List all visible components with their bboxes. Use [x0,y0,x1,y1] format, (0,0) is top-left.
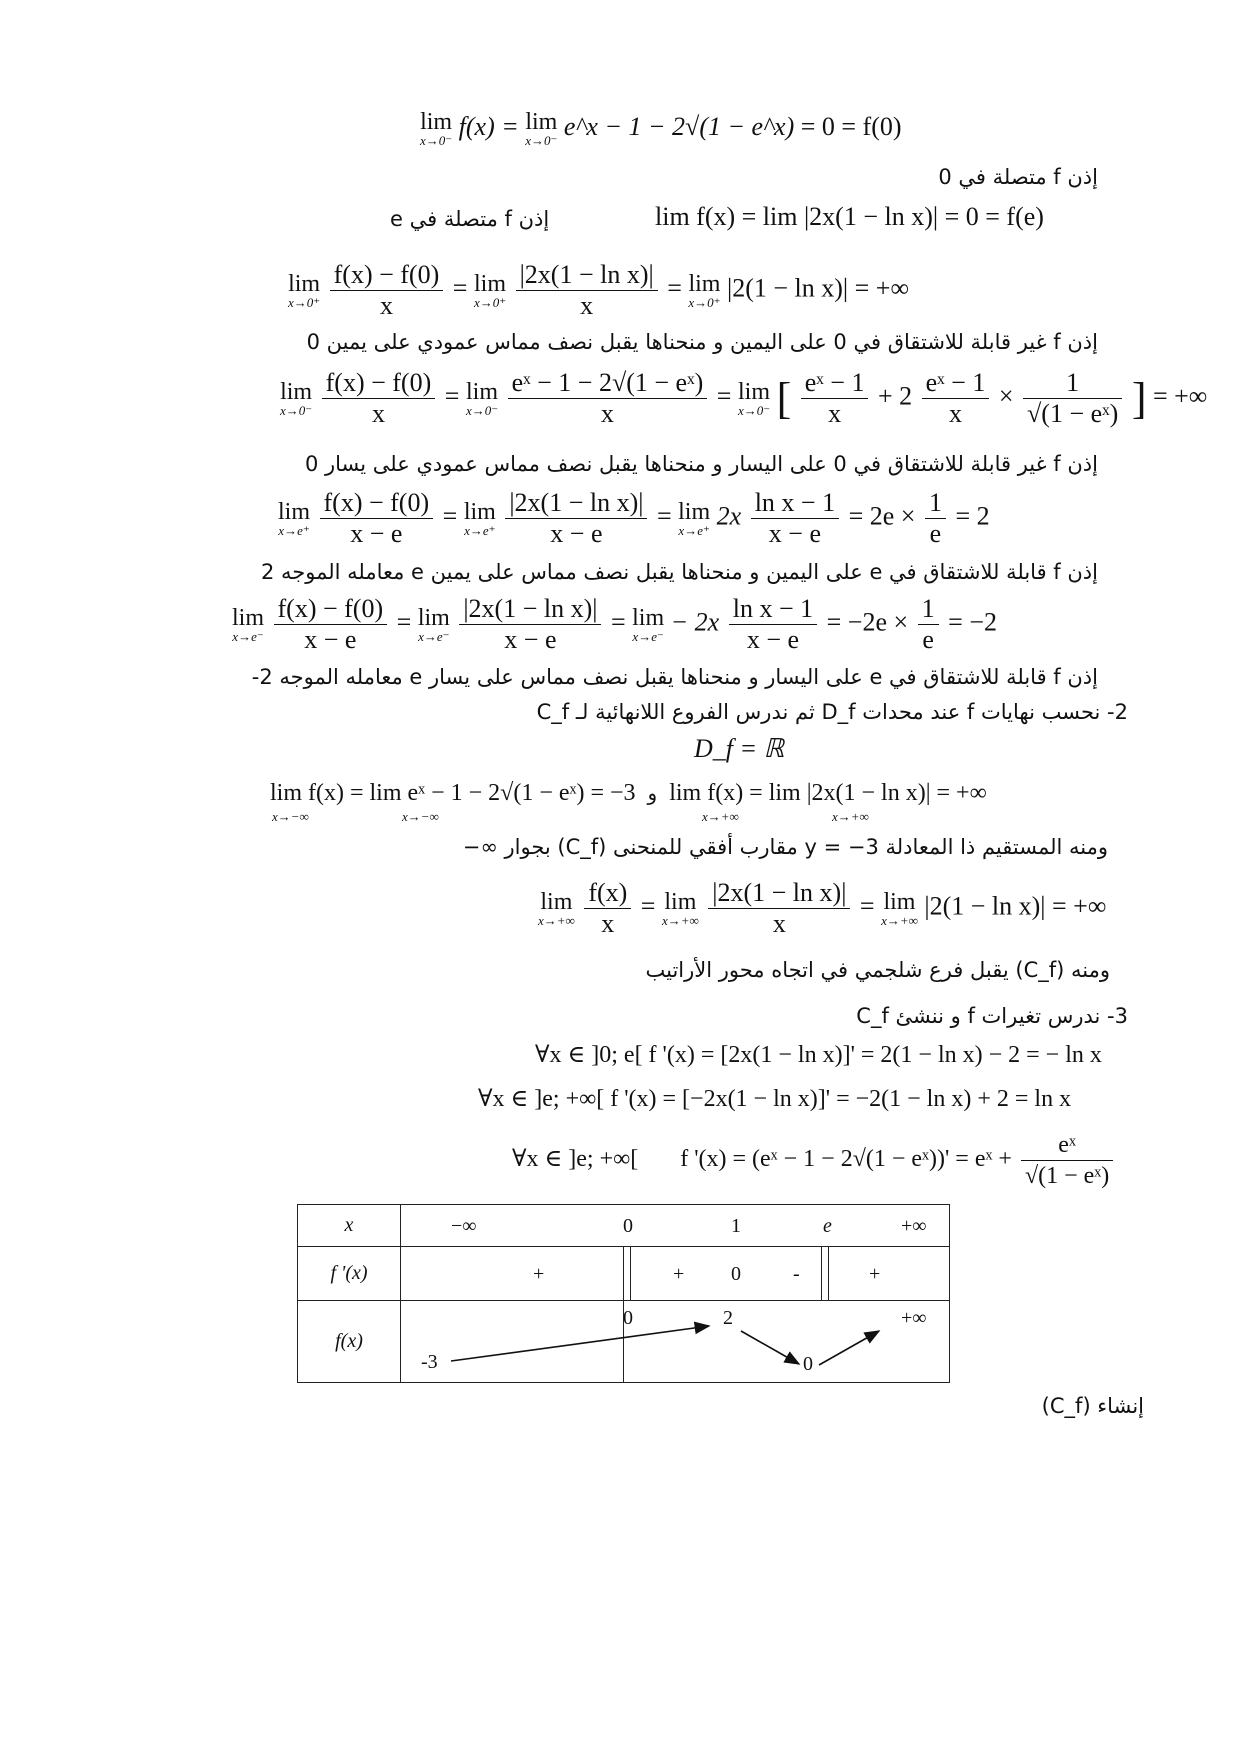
domain-expr: D_f = ℝ [694,734,785,763]
frac-den: x [772,909,786,938]
limit-minus-inf: lim f(x) = lim eˣ − 1 − 2√(1 − eˣ) = −3 [270,780,636,806]
sign: + [533,1263,545,1285]
sign: 0 [731,1263,741,1285]
lim-sub: x→+∞ [881,912,918,928]
table-row-fprime [401,1247,950,1301]
lim-sub: x→0⁻ [280,402,313,418]
frac-den: e [922,625,934,654]
frac-num: ln x − 1 [729,594,817,625]
frac-den: x − e [504,625,557,654]
expr-end: = −2 [948,607,997,637]
lim-sub: x→e⁻ [232,628,264,644]
and-word: و [647,781,658,805]
derivative-exp [512,1130,1116,1191]
table-head-x: x [298,1205,401,1247]
x-val: 1 [731,1215,741,1237]
f-val: +∞ [901,1307,927,1329]
expr-end: = 2 [955,501,990,531]
derivative-expr: f '(x) = (eˣ − 1 − 2√(1 − eˣ))' = eˣ + [680,1146,1012,1173]
frac-den: √(1 − eˣ) [1024,1163,1110,1189]
derivative-e-inf [478,1084,1071,1113]
expr-limit-e: lim f(x) = lim |2x(1 − ln x)| = 0 = f(e) [655,202,1044,231]
arrow-down [741,1331,799,1364]
section-3-heading: 3- ندرس تغيرات f و ننشئ C_f [856,1004,1128,1028]
not-differentiable-left-0: إذن f غير قابلة للاشتقاق في 0 على اليسار و منحناها يقبل نصف مماس عمودي على يسار 0 [304,452,1098,476]
f-val: 0 [803,1353,813,1375]
frac-num: |2x(1 − ln x)| [505,488,647,519]
frac-den: √(1 − eˣ) [1027,399,1119,428]
limits-infinity [270,780,987,824]
x-val: +∞ [901,1215,927,1237]
lim-sub: x→+∞ [832,809,869,824]
expr-tail: = 2e × [848,501,916,531]
expr-rhs: = 0 = f(0) [800,111,902,141]
table-row-f [401,1301,950,1383]
f-val: 2 [723,1307,733,1329]
frac-num: eˣ − 1 [801,368,869,399]
double-bar [623,1247,631,1301]
arrow-up-2 [819,1331,879,1365]
lim-sub: x→0⁺ [688,294,721,310]
derivative-expr: ∀x ∈ ]0; e[ f '(x) = [2x(1 − ln x)]' = 2(1 − ln x) − 2 = − ln x [535,1042,1102,1068]
expr-lhs: f(x) = [458,111,519,141]
horizontal-asymptote: ومنه المستقيم ذا المعادلة y = −3 مقارب أفقي للمنحنى (C_f) بجوار ∞− [462,835,1108,859]
frac-num: f(x) − f(0) [320,488,434,519]
f-val: -3 [421,1351,438,1373]
frac-num: ln x − 1 [751,488,839,519]
limit-line-4: lim x→0⁺ $\frac{f(x) - f(0)}{x}$ = lim x→0⁺ $\frac{\text{|2x(1 − ln x)|}}{x}$ = lim x→0⁺ |2(1 − ln x)| = +∞ [288,260,909,320]
lim-sub: x→0⁺ [473,294,507,310]
frac-den: x [371,399,385,428]
frac-den: x − e [768,519,821,548]
lim-sub: x→+∞ [538,912,575,928]
lim-sub: x→0⁻ [525,133,558,148]
limit-line-e [655,202,1044,232]
lim-sub: x→0⁻ [737,402,771,418]
frac-num: |2x(1 − ln x)| [459,594,601,625]
expr-tail: = −2e × [826,607,909,637]
lim-sub: x→0⁺ [288,294,321,310]
frac-num: f(x) [584,878,631,909]
derivative-expr: ∀x ∈ ]e; +∞[ f '(x) = [−2x(1 − ln x)]' = −2(1 − ln x) + 2 = ln x [478,1086,1072,1112]
limit-line-16: lim x→+∞ $\frac{f(x)}{x}$ = lim x→+∞ $\frac{\text{|2x(1 − ln x)|}}{x}$ = lim x→+∞ |2(1 − ln x)| = +∞ [538,878,1107,938]
frac-num: 1 [925,488,946,519]
expr-tail: |2(1 − ln x)| = +∞ [924,891,1107,921]
frac-den: x [601,909,615,938]
sign: + [673,1263,685,1285]
construct-curve: إنشاء (C_f) [1041,1394,1144,1418]
lim-sub: x→−∞ [272,809,309,824]
variation-arrows [401,1301,949,1383]
derivative-0-e [535,1040,1102,1069]
x-val: 0 [623,1215,633,1237]
table-row-x [401,1205,950,1247]
lim-sub: x→0⁻ [465,402,499,418]
f-val: 0 [623,1307,633,1329]
lim-sub: x→e⁻ [418,628,450,644]
limit-line-10: lim x→e⁻ $\frac{f(x) - f(0)}{x - e}$ = lim x→e⁻ $\frac{\text{|2x(1 − ln x)|}}{x - e}$ = lim x→e⁻ − 2x $\frac{\text{ln x − 1}}{x - e}$ = −2e × $\frac{1}{e}$ = −2 [232,594,997,654]
table-head-fprime: f '(x) [298,1247,401,1301]
frac-num: f(x) − f(0) [322,368,436,399]
frac-num: 1 [1023,368,1122,399]
variation-table [297,1204,950,1383]
limit-line-6: lim x→0⁻ $\frac{f(x) - f(0)}{x}$ = lim x→0⁻ $\frac{\text{eˣ − 1 − 2√(1 − eˣ)}}{x}$ = lim x→0⁻ [ $\frac{\text{eˣ − 1}}{x}$ + 2 $\frac{\text{eˣ − 1}}{x}$ × $\frac{1}{\text{√(1 − eˣ)}}$ ] = +∞ [280,368,1208,428]
frac-den: x [580,291,594,320]
frac-num: eˣ − 1 [922,368,990,399]
parabolic-branch: ومنه (C_f) يقبل فرع شلجمي في اتجاه محور الأراتيب [645,958,1110,982]
lim-sub: x→+∞ [661,912,699,928]
continuity-at-e: إذن f متصلة في e [390,207,550,231]
differentiable-right-e: إذن f قابلة للاشتقاق في e على اليمين و منحناها يقبل نصف مماس على يمين e معامله الموجه 2 [260,560,1098,584]
frac-den: x [379,291,393,320]
frac-num: |2x(1 − ln x)| [516,260,658,291]
x-val: e [823,1215,832,1237]
expr-mid: e^x − 1 − 2√(1 − e^x) [563,111,795,141]
domain-line [694,734,784,764]
frac-den: e [929,519,942,548]
sign: + [869,1263,881,1285]
section-2-heading: 2- نحسب نهايات f عند محدات D_f ثم ندرس الفروع اللانهائية لـ C_f [536,700,1128,724]
sign: - [793,1263,800,1285]
frac-den: x − e [550,519,603,548]
frac-den: x − e [350,519,403,548]
frac-den: x [948,399,962,428]
double-bar [821,1247,829,1301]
table-head-f: f(x) [298,1301,401,1383]
not-differentiable-right-0: إذن f غير قابلة للاشتقاق في 0 على اليمين و منحناها يقبل نصف مماس عمودي على يمين 0 [306,330,1098,354]
domain-interval: ∀x ∈ ]e; +∞[ [512,1146,639,1173]
lim-sub: x→0⁻ [420,133,453,148]
expr-mid: − 2x [670,607,720,637]
expr-mid: 2x [716,501,742,531]
frac-den: x [828,399,842,428]
arrow-up-1 [451,1326,709,1361]
differentiable-left-e: إذن f قابلة للاشتقاق في e على اليسار و منحناها يقبل نصف مماس على يسار e معامله الموجه 2- [251,665,1098,689]
frac-num: eˣ − 1 − 2√(1 − eˣ) [508,368,708,399]
frac-num: f(x) − f(0) [274,594,388,625]
limit-line-8: lim x→e⁺ $\frac{f(x) - f(0)}{x - e}$ = lim x→e⁺ $\frac{\text{|2x(1 − ln x)|}}{x - e}$ = lim x→e⁺ 2x $\frac{\text{ln x − 1}}{x - e}$ = 2e × $\frac{1}{e}$ = 2 [278,488,990,548]
limit-plus-inf: lim f(x) = lim |2x(1 − ln x)| = +∞ [669,780,987,806]
frac-num: |2x(1 − ln x)| [708,878,850,909]
expr-tail: |2(1 − ln x)| = +∞ [727,273,909,303]
frac-den: x − e [304,625,357,654]
frac-num: f(x) − f(0) [330,260,444,291]
lim-sub: x→e⁺ [464,522,496,538]
frac-num: eˣ [1021,1130,1113,1161]
lim-sub: x→+∞ [702,809,739,824]
lim-sub: x→e⁻ [632,628,664,644]
lim-sub: x→−∞ [402,809,439,824]
frac-den: x [600,399,614,428]
expr-tail: = +∞ [1152,381,1208,411]
lim-sub: x→e⁺ [678,522,710,538]
lim-sub: x→e⁺ [278,522,310,538]
frac-den: x − e [746,625,800,654]
x-val: −∞ [451,1215,477,1237]
frac-num: 1 [918,594,939,625]
continuity-at-0: إذن f متصلة في 0 [938,165,1098,189]
limit-line-1: lim x→0⁻ f(x) = lim x→0⁻ e^x − 1 − 2√(1 − e^x) = 0 = f(0) [420,109,902,148]
